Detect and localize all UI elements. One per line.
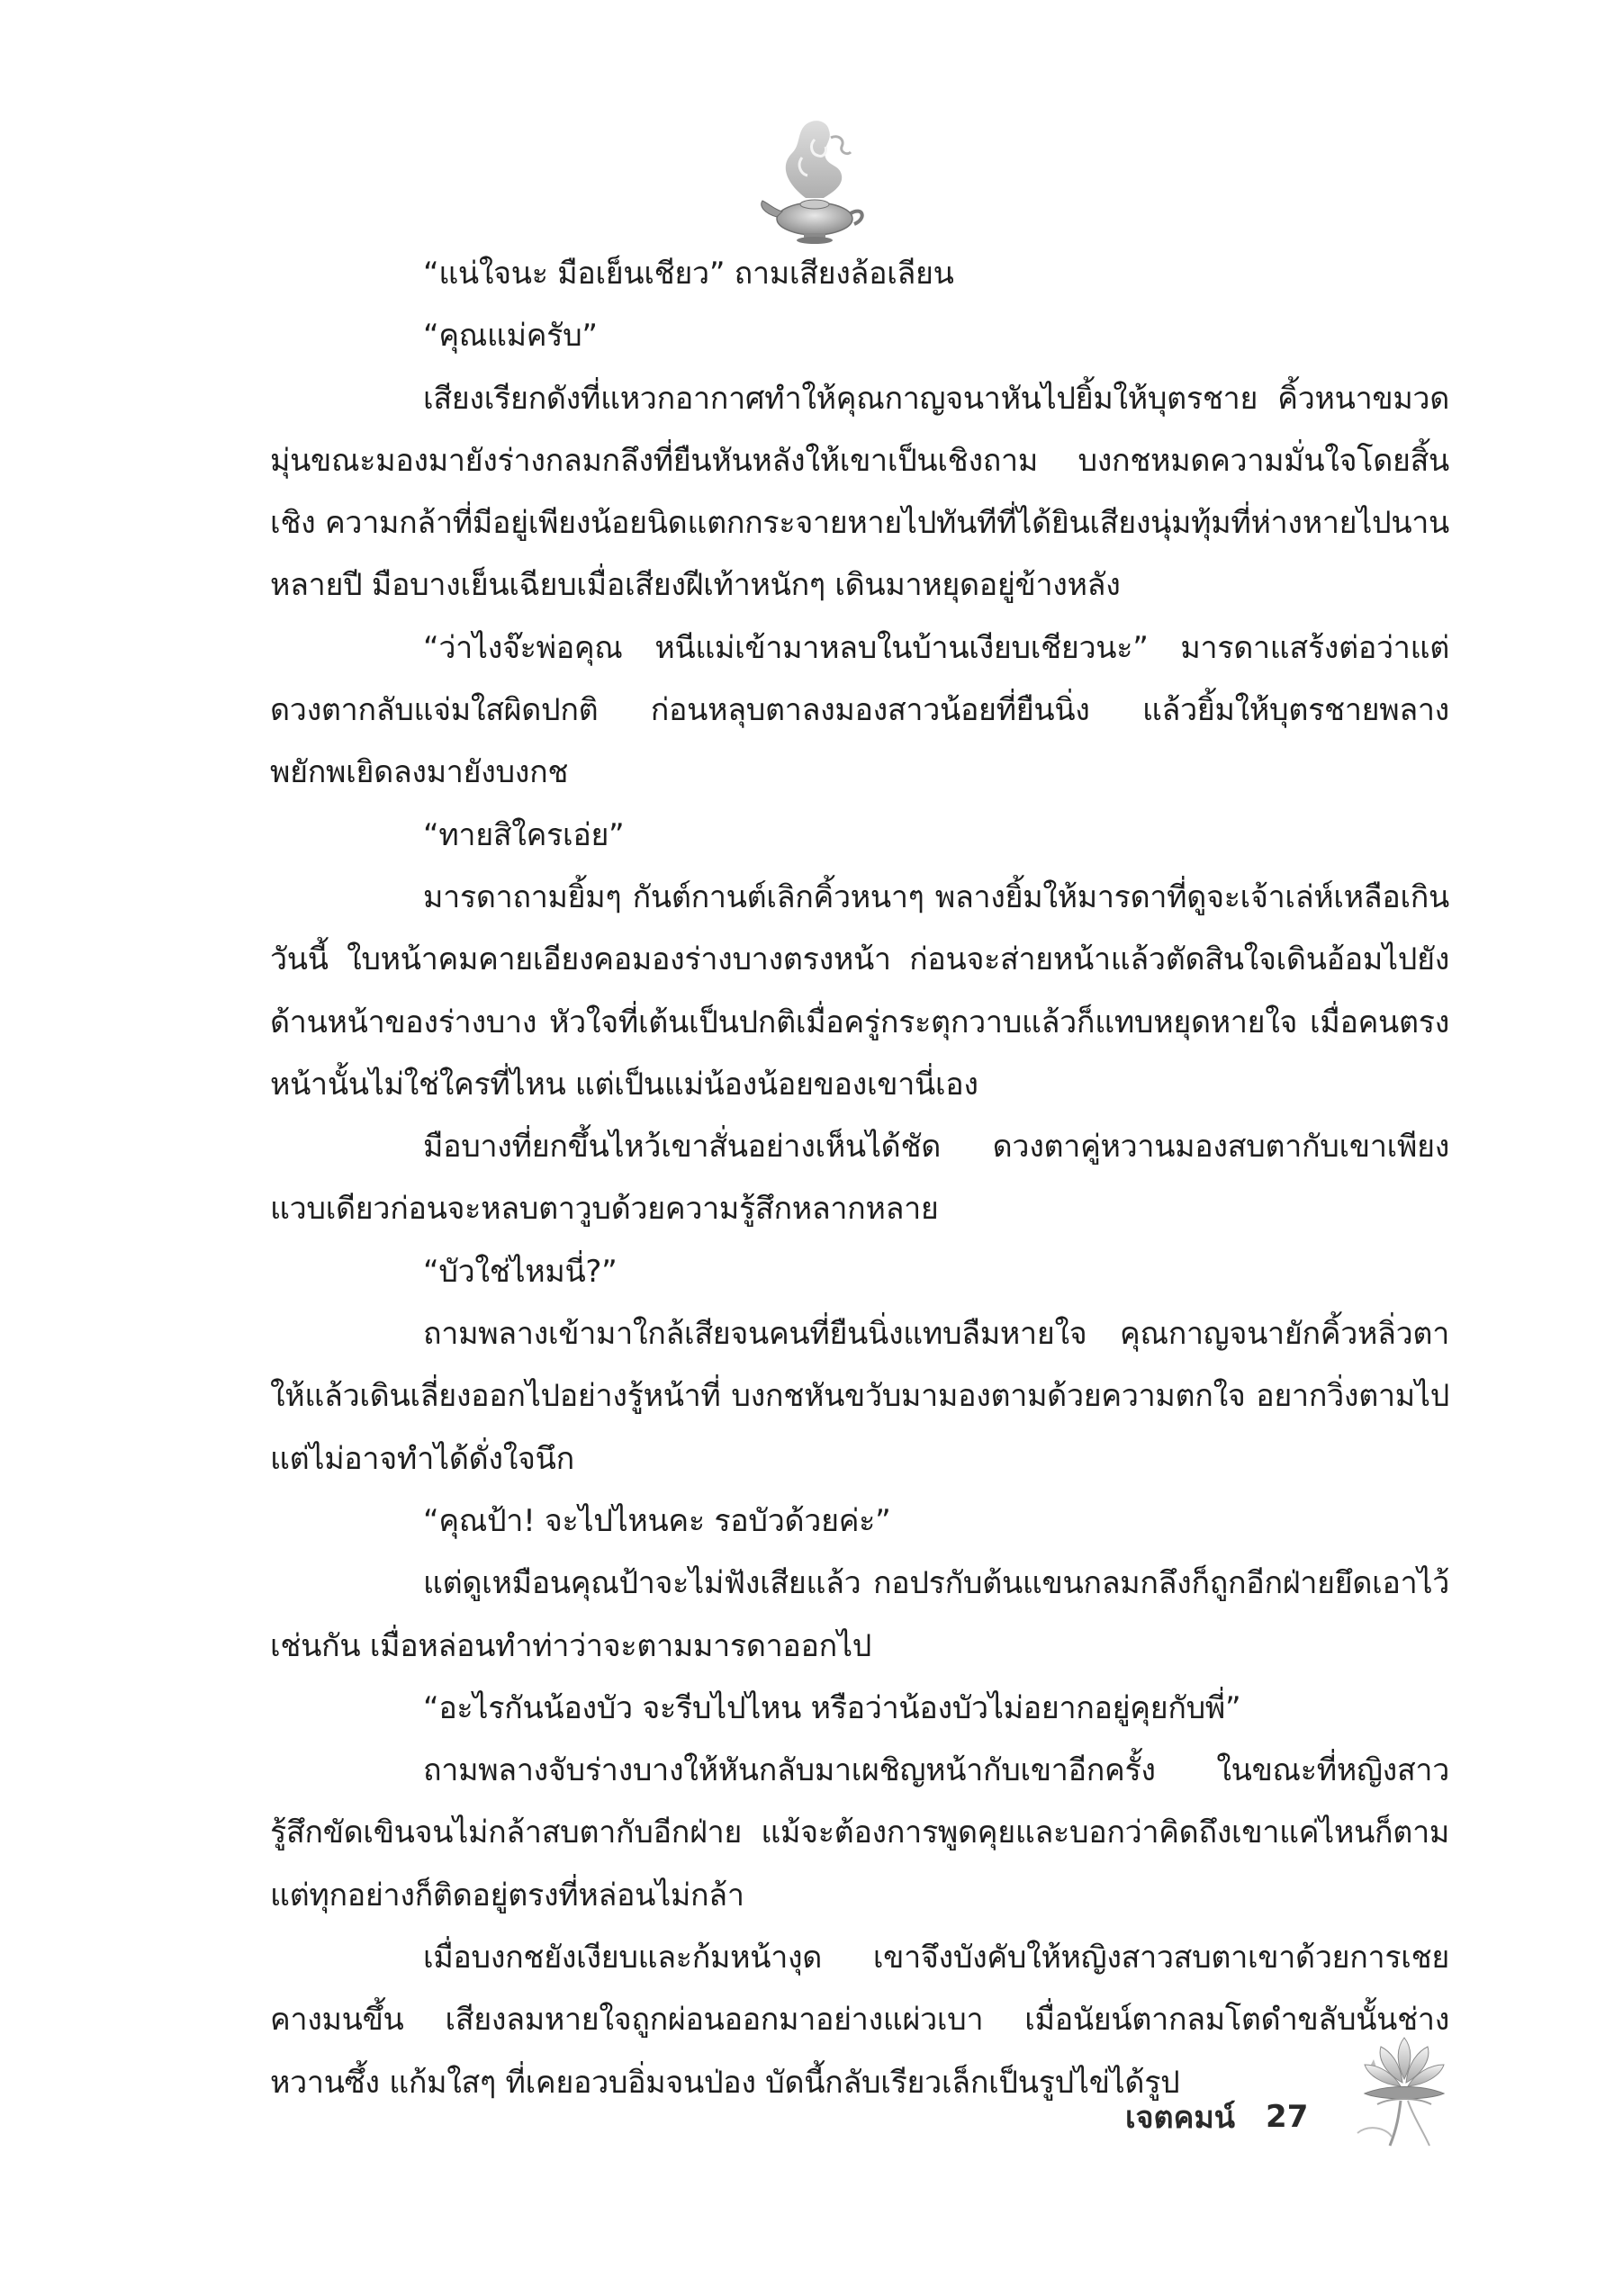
paragraph: แต่ดูเหมือนคุณป้าจะไม่ฟังเสียแล้ว กอปรกับต้นแขนกลมกลึงก็ถูกอีกฝ่ายยึดเอาไว้เช่นกัน เมื่อหล่อนทำท่าว่าจะตามมารดาออกไป (270, 1565, 1449, 1664)
paragraph: “แน่ใจนะ มือเย็นเชียว” ถามเสียงล้อเลียน (423, 256, 954, 292)
paragraph: ถามพลางจับร่างบางให้หันกลับมาเผชิญหน้ากับเขาอีกครั้ง ในขณะที่หญิงสาวรู้สึกขัดเขินจนไม่กล้าสบตากับอีกฝ่าย แม้จะต้องการพูดคุยและบอกว่าคิดถึงเขาแค่ไหนก็ตาม แต่ทุกอย่างก็ติดอยู่ตรงที่หล่อนไม่กล้า (270, 1752, 1449, 1913)
page-number: 27 (1266, 2099, 1309, 2135)
paragraph: มือบางที่ยกขึ้นไหว้เขาสั่นอย่างเห็นได้ชัด ดวงตาคู่หวานมองสบตากับเขาเพียงแวบเดียวก่อนจะหลบตาวูบด้วยความรู้สึกหลากหลาย (270, 1129, 1449, 1228)
footer-book-title: เจตคมน์ (1125, 2100, 1236, 2136)
paragraph: เมื่อบงกชยังเงียบและก้มหน้างุด เขาจึงบังคับให้หญิงสาวสบตาเขาด้วยการเชยคางมนขึ้น เสียงลมหายใจถูกผ่อนออกมาอย่างแผ่วเบา เมื่อนัยน์ตากลมโตดำขลับนั้นช่างหวานซึ้ง แก้มใสๆ ที่เคยอวบอิ่มจนป่อง บัดนี้กลับเรียวเล็กเป็นรูปไข่ได้รูป (270, 1940, 1449, 2101)
paragraph: “ว่าไงจ๊ะพ่อคุณ หนีแม่เข้ามาหลบในบ้านเงียบเชียวนะ” มารดาแสร้งต่อว่าแต่ดวงตากลับแจ่มใสผิดปกติ ก่อนหลุบตาลงมองสาวน้อยที่ยืนนิ่ง แล้วยิ้มให้บุตรชายพลางพยักพเยิดลงมายังบงกช (270, 629, 1449, 791)
paragraph: “คุณป้า! จะไปไหนคะ รอบัวด้วยค่ะ” (423, 1502, 891, 1539)
paragraph: เสียงเรียกดังที่แหวกอากาศทำให้คุณกาญจนาหันไปยิ้มให้บุตรชาย คิ้วหนาขมวดมุ่นขณะมองมายังร่างกลมกลึงที่ยืนหันหลังให้เขาเป็นเชิงถาม บงกชหมดความมั่นใจโดยสิ้นเชิง ความกล้าที่มีอยู่เพียงน้อยนิดแตกกระจายหายไปทันทีที่ได้ยินเสียงนุ่มทุ้มที่ห่างหายไปนานหลายปี มือบางเย็นเฉียบเมื่อเสียงฝีเท้าหนักๆ เดินมาหยุดอยู่ข้างหลัง (270, 380, 1449, 604)
paragraph: “บัวใช่ไหมนี่?” (423, 1253, 618, 1290)
body-text (270, 243, 1449, 2114)
paragraph: “อะไรกันน้องบัว จะรีบไปไหน หรือว่าน้องบัวไม่อยากอยู่คุยกับพี่” (423, 1689, 1241, 1726)
page-footer (1125, 2090, 1308, 2144)
paragraph: “คุณแม่ครับ” (423, 318, 598, 355)
lotus-flower-icon (1350, 2034, 1458, 2151)
paragraph: มารดาถามยิ้มๆ กันต์กานต์เลิกคิ้วหนาๆ พลางยิ้มให้มารดาที่ดูจะเจ้าเล่ห์เหลือเกินวันนี้ ใบหน้าคมคายเอียงคอมองร่างบางตรงหน้า ก่อนจะส่ายหน้าแล้วตัดสินใจเดินอ้อมไปยังด้านหน้าของร่างบาง หัวใจที่เต้นเป็นปกติเมื่อครู่กระตุกวาบแล้วก็แทบหยุดหายใจ เมื่อคนตรงหน้านั้นไม่ใช่ใครที่ไหน แต่เป็นแม่น้องน้อยของเขานี่เอง (270, 878, 1449, 1103)
genie-lamp-icon (752, 113, 878, 248)
paragraph: “ทายสิใครเอ่ย” (423, 816, 625, 853)
paragraph: ถามพลางเข้ามาใกล้เสียจนคนที่ยืนนิ่งแทบลืมหายใจ คุณกาญจนายักคิ้วหลิ่วตาให้แล้วเดินเลี่ยงออกไปอย่างรู้หน้าที่ บงกชหันขวับมามองตามด้วยความตกใจ อยากวิ่งตามไปแต่ไม่อาจทำได้ดั่งใจนึก (270, 1316, 1449, 1477)
